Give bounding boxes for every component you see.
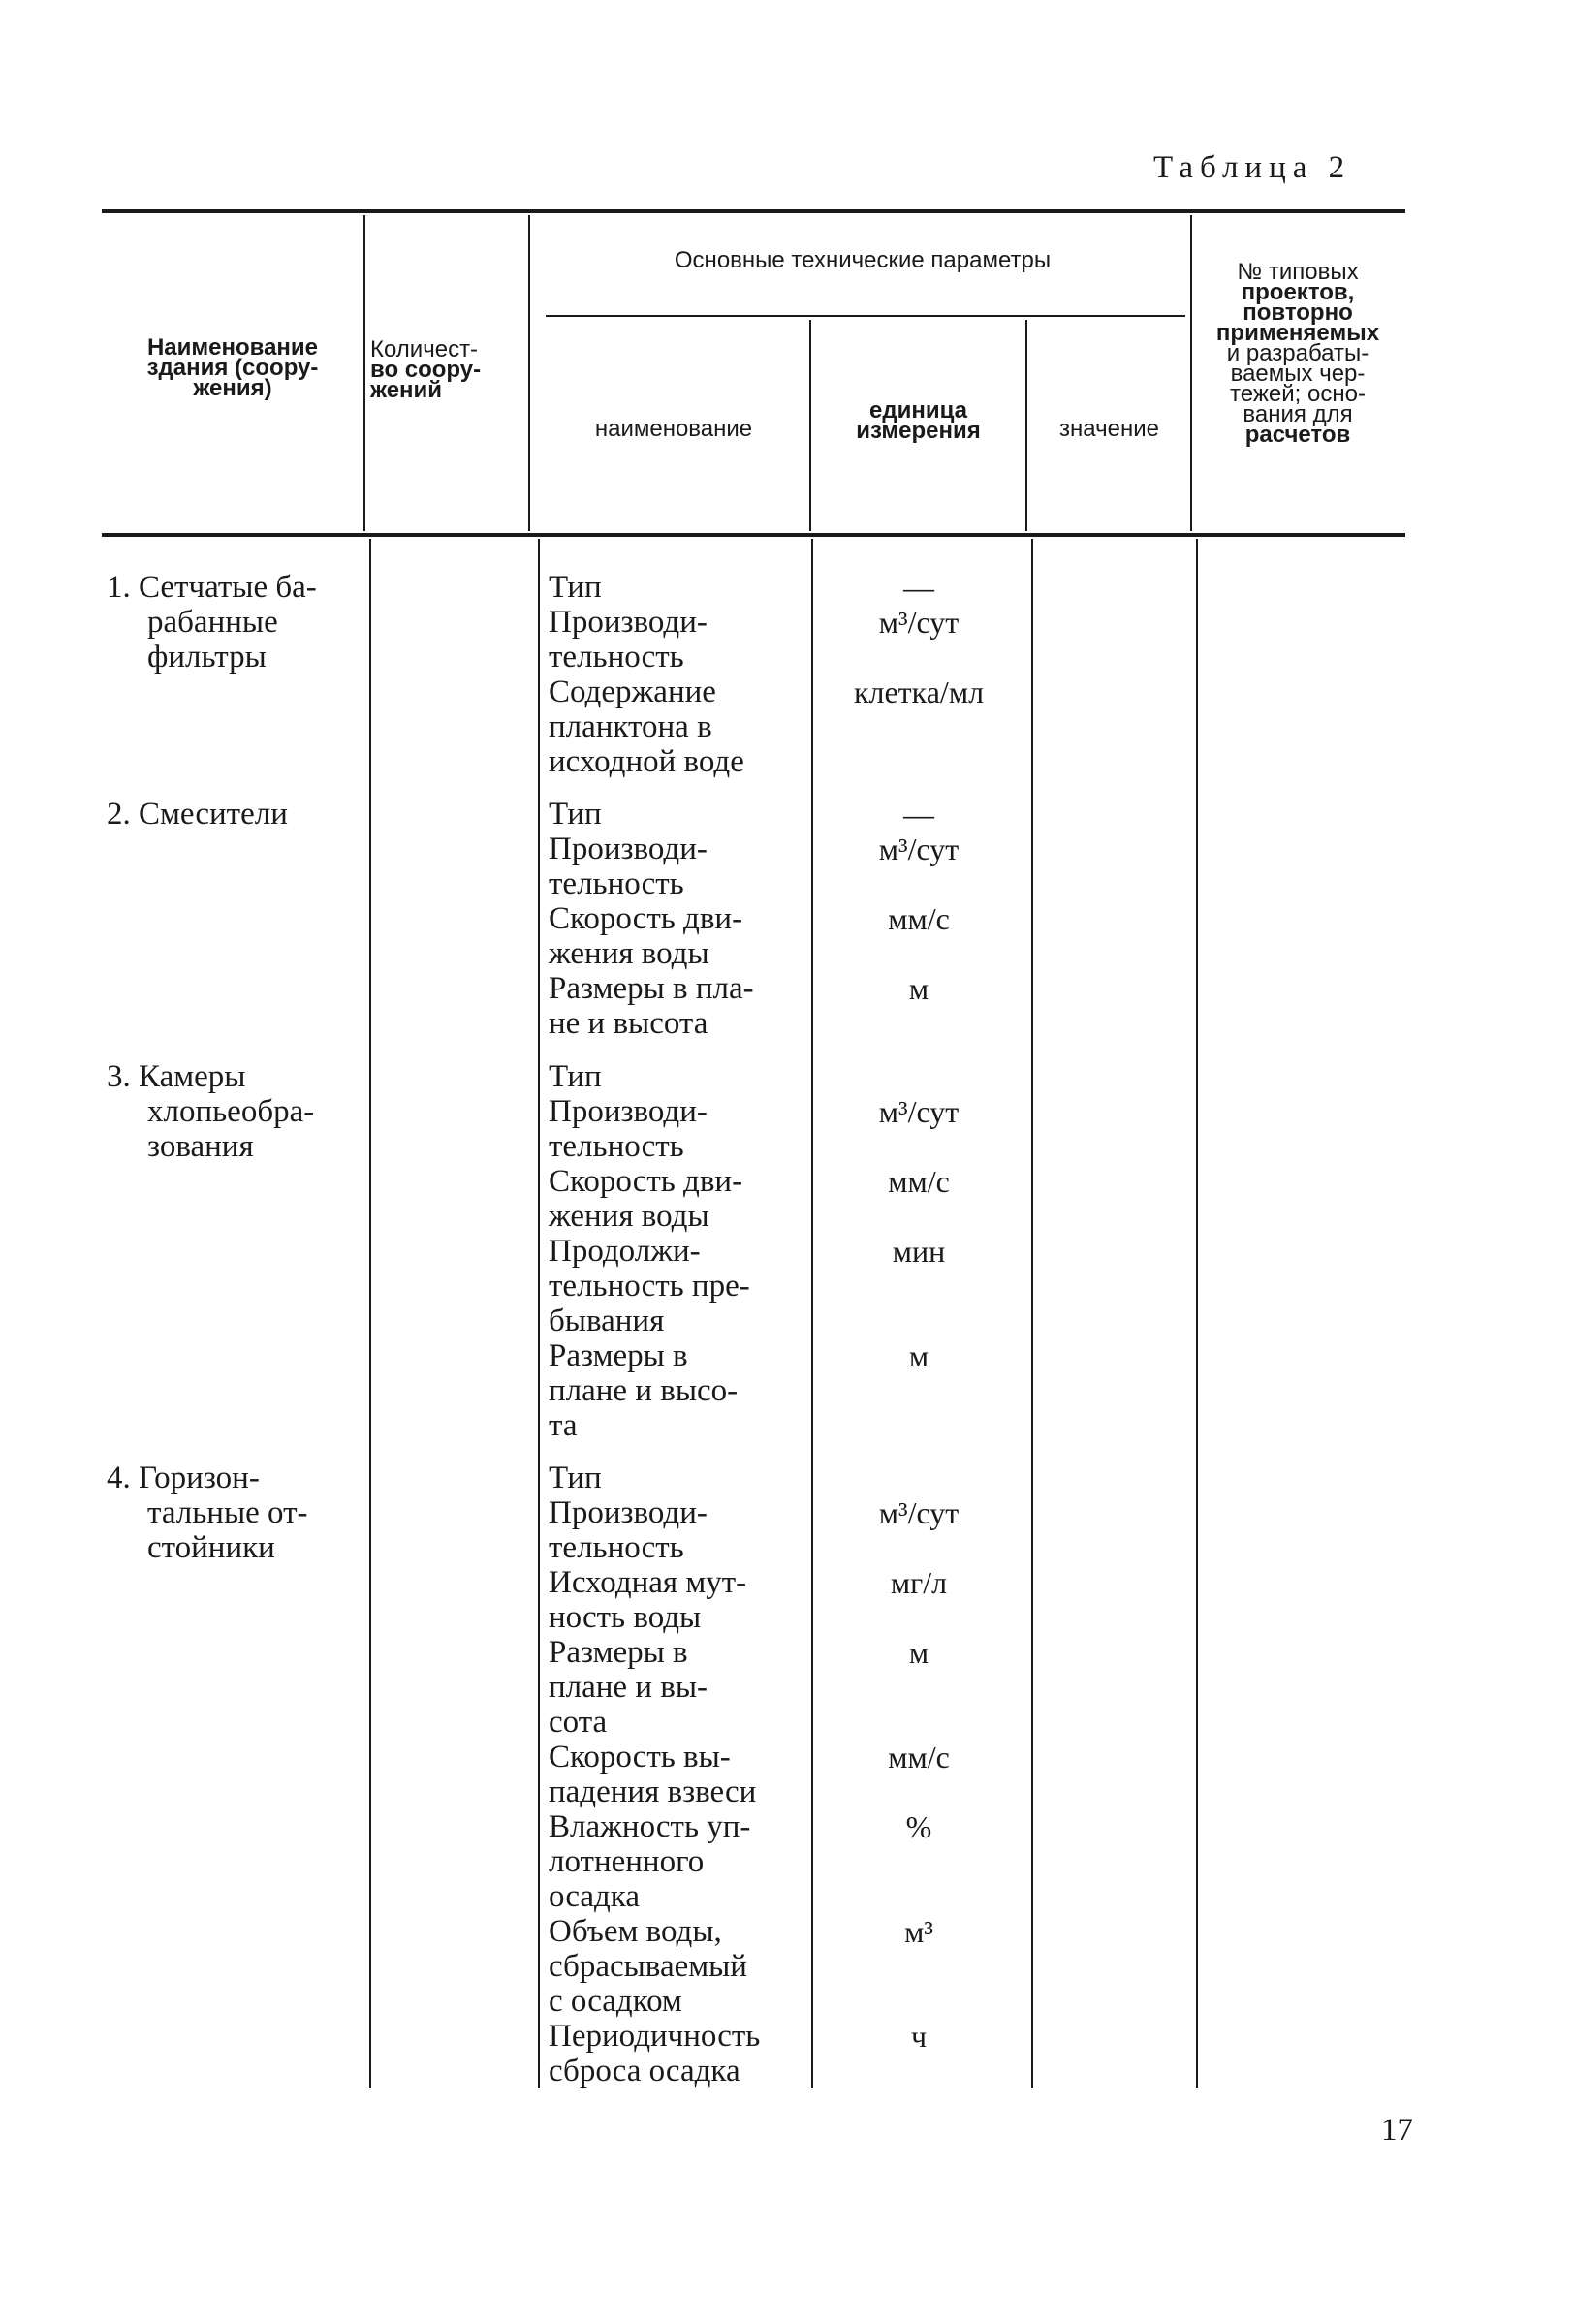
param-name: Размеры в плане и вы- сота: [549, 1635, 708, 1740]
param-name: Влажность уп- лотненного осадка: [549, 1809, 751, 1914]
param-name: Тип: [549, 570, 602, 605]
table-top-rule: [102, 209, 1405, 213]
param-unit: —: [903, 797, 934, 832]
header-bottom-rule: [102, 533, 1405, 537]
body-divider-5: [1196, 539, 1198, 2088]
param-unit: м³: [904, 1914, 933, 1949]
header-divider-2: [528, 215, 530, 531]
body-divider-4: [1031, 539, 1033, 2088]
header-divider-1: [363, 215, 365, 531]
param-name: Скорость дви- жения воды: [549, 1164, 743, 1234]
body-divider-3: [811, 539, 813, 2088]
header-main-params: Основные технические параметры: [674, 247, 1052, 273]
param-name: Скорость дви- жения воды: [549, 901, 743, 971]
param-name: Производи- тельность: [549, 1094, 708, 1164]
params-group-rule: [546, 315, 1185, 317]
param-unit: м³/сут: [878, 605, 960, 640]
param-name: Исходная мут- ность воды: [549, 1565, 747, 1635]
param-unit: ч: [910, 2019, 928, 2054]
body-divider-1: [369, 539, 371, 2088]
header-projects: № типовых проектов, повторно применяемых и разрабаты- ваемых чер- тежей; осно- вания для расчетов: [1215, 259, 1380, 448]
param-unit: м³/сут: [878, 1094, 960, 1129]
param-name: Тип: [549, 1059, 602, 1094]
param-unit: м: [908, 1635, 929, 1670]
param-unit: м: [908, 971, 929, 1006]
param-name: Тип: [549, 1460, 602, 1495]
header-param-value: значение: [1059, 416, 1159, 442]
param-name: Производи- тельность: [549, 832, 708, 901]
param-name: Объем воды, сбрасываемый с осадком: [549, 1914, 747, 2019]
row-2-name: 2. Смесители: [107, 797, 288, 832]
param-unit: %: [905, 1809, 932, 1844]
body-divider-2: [538, 539, 540, 2088]
param-unit: мм/с: [888, 1164, 950, 1199]
param-name: Тип: [549, 797, 602, 832]
header-param-name: наименование: [594, 416, 753, 442]
param-unit: —: [903, 570, 934, 605]
param-name: Производи- тельность: [549, 605, 708, 675]
param-unit: мин: [892, 1234, 946, 1269]
param-name: Размеры в плане и высо- та: [549, 1338, 739, 1443]
param-name: Производи- тельность: [549, 1495, 708, 1565]
header-count: Количест- во соору- жений: [370, 336, 482, 403]
param-unit: мм/с: [888, 901, 950, 936]
header-divider-3: [809, 320, 811, 531]
param-unit: мм/с: [888, 1740, 950, 1774]
page-number: 17: [1381, 2113, 1413, 2148]
param-unit: м³/сут: [878, 1495, 960, 1530]
param-name: Продолжи- тельность пре- бывания: [549, 1234, 750, 1338]
param-unit: клетка/мл: [853, 675, 985, 709]
param-unit: м³/сут: [878, 832, 960, 866]
row-3-name: 3. Камеры хлопьеобра- зования: [107, 1059, 315, 1164]
param-name: Размеры в пла- не и высота: [549, 971, 754, 1041]
header-building-name: Наименование здания (соору- жения): [146, 334, 319, 401]
param-name: Содержание планктона в исходной воде: [549, 675, 744, 779]
header-divider-5: [1190, 215, 1192, 531]
table-caption: Таблица 2: [1153, 150, 1352, 185]
row-4-name: 4. Горизон- тальные от- стойники: [107, 1460, 308, 1565]
header-param-unit: единица измерения: [856, 397, 981, 444]
param-unit: м: [908, 1338, 929, 1373]
param-unit: мг/л: [890, 1565, 948, 1600]
header-divider-4: [1025, 320, 1027, 531]
param-name: Скорость вы- падения взвеси: [549, 1740, 757, 1809]
param-name: Периодичность сброса осадка: [549, 2019, 761, 2088]
row-1-name: 1. Сетчатые ба- рабанные фильтры: [107, 570, 317, 675]
